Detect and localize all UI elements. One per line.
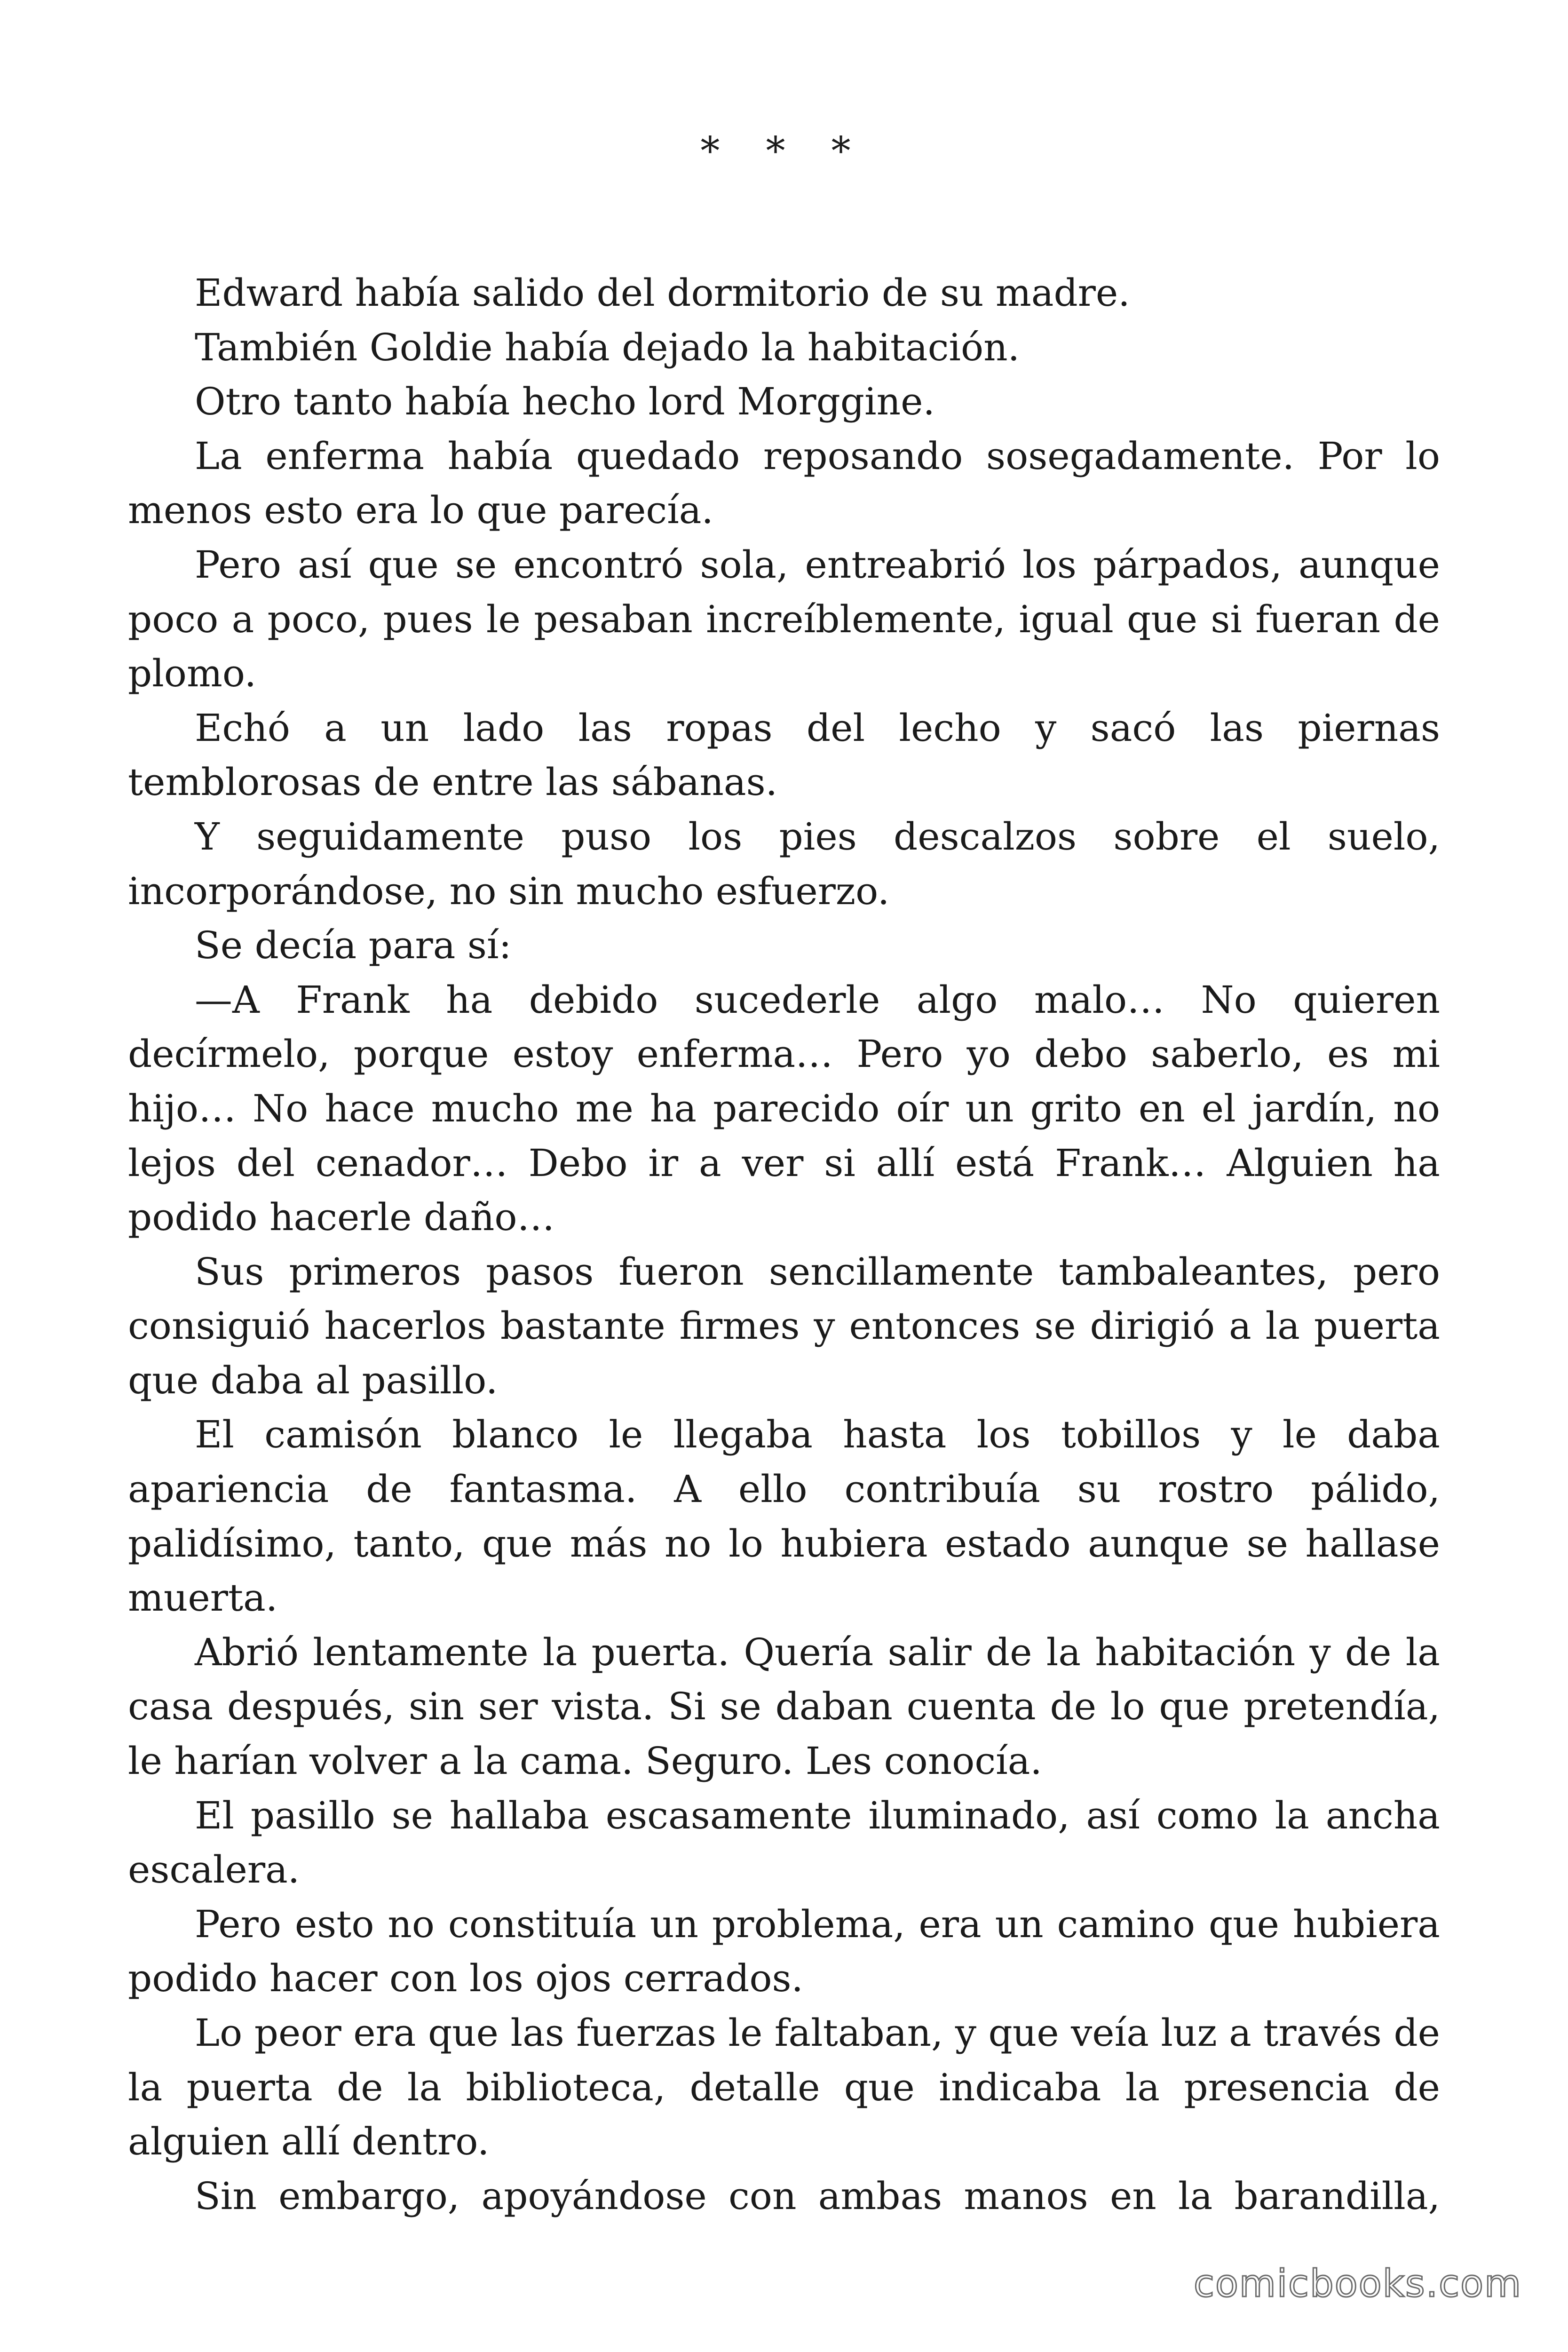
watermark: comicbooks.com — [1193, 2262, 1522, 2305]
paragraph: Pero así que se encontró sola, entreabrió los párpados, aunque poco a poco, pues le pesaban increíblemente, igual que si fueran de plomo. — [128, 542, 1440, 696]
paragraph: Pero esto no constituía un problema, era un camino que hubiera podido hacer con los ojos cerrados. — [128, 1902, 1440, 2001]
paragraph: Echó a un lado las ropas del lecho y sacó las piernas temblorosas de entre las sábanas. — [128, 706, 1440, 804]
paragraph: El camisón blanco le llegaba hasta los tobillos y le daba apariencia de fantasma. A ello contribuía su rostro pálido, palidísimo, tanto, que más no lo hubiera estado aunque se hallase muerta. — [128, 1413, 1440, 1620]
paragraph: El pasillo se hallaba escasamente iluminado, así como la ancha escalera. — [128, 1793, 1440, 1892]
paragraph: Y seguidamente puso los pies descalzos sobre el suelo, incorporándose, no sin mucho esfuerzo. — [128, 814, 1440, 913]
paragraph: La enferma había quedado reposando sosegadamente. Por lo menos esto era lo que parecía. — [128, 434, 1440, 532]
body-text — [128, 266, 1440, 2223]
paragraph: Sus primeros pasos fueron sencillamente tambaleantes, pero consiguió hacerlos bastante firmes y entonces se dirigió a la puerta que daba al pasillo. — [128, 1249, 1440, 1402]
paragraph: Se decía para sí: — [195, 923, 512, 968]
section-separator: * * * — [700, 129, 868, 174]
paragraph: Otro tanto había hecho lord Morggine. — [195, 380, 935, 424]
dialogue-paragraph: —A Frank ha debido sucederle algo malo… No quieren decírmelo, porque estoy enferma… Pero yo debo saberlo, es mi hijo… No hace mucho me ha parecido oír un grito en el jardín, no lejos del cenador… Debo ir a ver si allí está Frank… Alguien ha podido hacerle daño… — [128, 977, 1440, 1240]
paragraph: Edward había salido del dormitorio de su madre. — [195, 271, 1130, 315]
paragraph: Lo peor era que las fuerzas le faltaban, y que veía luz a través de la puerta de la biblioteca, detalle que indicaba la presencia de alguien allí dentro. — [128, 2011, 1440, 2164]
paragraph: Abrió lentamente la puerta. Quería salir de la habitación y de la casa después, sin ser vista. Si se daban cuenta de lo que pretendía, le harían volver a la cama. Seguro. Les conocía. — [128, 1630, 1440, 1783]
paragraph: También Goldie había dejado la habitación. — [195, 325, 1020, 369]
paragraph-continued: Sin embargo, apoyándose con ambas manos en la barandilla, — [195, 2174, 1440, 2218]
